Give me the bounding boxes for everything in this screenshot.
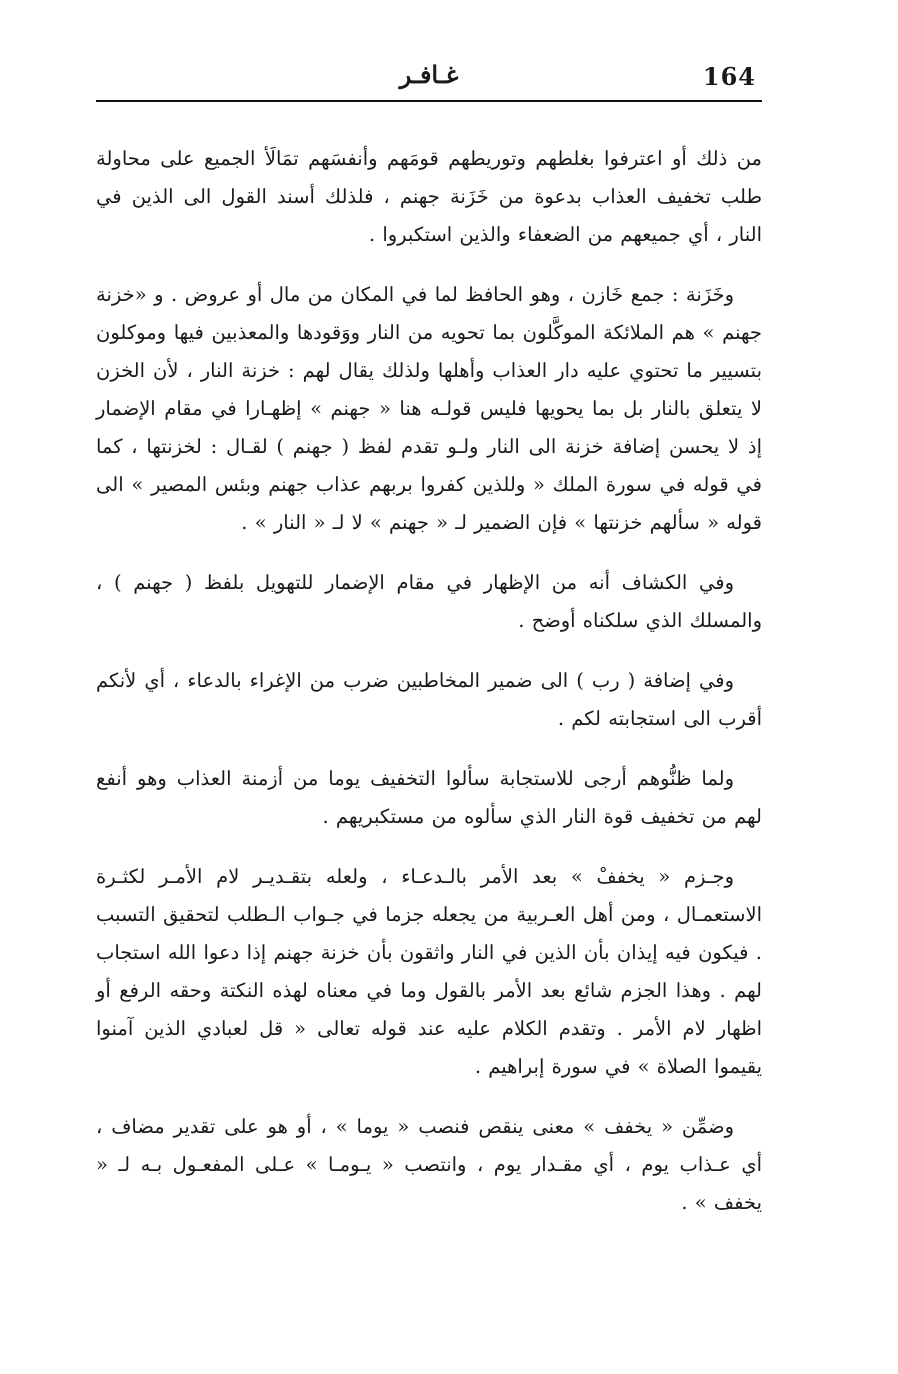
paragraph: ولما ظنُّوهم أرجى للاستجابة سألوا التخفيف يوما من أزمنة العذاب وهو أنفع لهم من تخفيف قوة النار الذي سألوه من مستكبريهم . — [96, 767, 762, 828]
page-body — [96, 140, 762, 1244]
paragraph: من ذلك أو اعترفوا بغلطهم وتوريطهم قومَهم وأنفسَهم تمَالَأ الجميع على محاولة طلب تخفيف العذاب بدعوة من خَزَنة جهنم ، فلذلك أسند القول الى الذين في النار ، أي جميعهم من الضعفاء والذين استكبروا . — [96, 147, 762, 246]
paragraph: وجـزم « يخففْ » بعد الأمر بالـدعـاء ، ولعله بتقـديـر لام الأمـر لكثـرة الاستعمـال ، ومن أهل العـربية من يجعله جزما في جـواب الـطلب لتحقيق التسبب . فيكون فيه إيذان بأن الذين في النار واثقون بأن خزنة جهنم إذا دعوا الله استجاب لهم . وهذا الجزم شائع بعد الأمر بالقول وما في معناه لهذه النكتة وحقه الرفع أو اظهار لام الأمر . وتقدم الكلام عليه عند قوله تعالى « قل لعبادي الذين آمنوا يقيموا الصلاة » في سورة إبراهيم . — [96, 865, 762, 1078]
paragraph: وفي إضافة ( رب ) الى ضمير المخاطبين ضرب من الإغراء بالدعاء ، أي لأنكم أقرب الى استجابته لكم . — [96, 669, 762, 730]
page-header — [96, 60, 762, 100]
page-number: 164 — [702, 62, 756, 91]
paragraph: وفي الكشاف أنه من الإظهار في مقام الإضمار للتهويل بلفظ ( جهنم ) ، والمسلك الذي سلكناه أوضح . — [96, 571, 762, 632]
paragraph: وخَزَنة : جمع خَازن ، وهو الحافظ لما في المكان من مال أو عروض . و «خزنة جهنم » هم الملائكة الموكَّلون بما تحويه من النار ووَقودها والمعذبين فيها وموكلون بتسيير ما تحتوي عليه دار العذاب وأهلها ولذلك يقال لهم : خزنة النار ، لأن الخزن لا يتعلق بالنار بل بما يحويها فليس قولـه هنا « جهنم » إظهـارا في مقام الإضمار إذ لا يحسن إضافة خزنة الى النار ولـو تقدم لفظ ( جهنم ) لقـال : لخزنتها ، كما في قوله في سورة الملك « وللذين كفروا بربهم عذاب جهنم وبئس المصير » الى قوله « سألهم خزنتها » فإن الضمير لـ « جهنم » لا لـ « النار » . — [96, 283, 762, 534]
running-title: غـافـر — [399, 60, 459, 89]
header-divider — [96, 100, 762, 102]
paragraph: وضمِّن « يخفف » معنى ينقص فنصب « يوما » ، أو هو على تقدير مضاف ، أي عـذاب يوم ، أي مقـدار يوم ، وانتصب « يـومـا » عـلى المفعـول بـه لـ « يخفف » . — [96, 1115, 762, 1214]
